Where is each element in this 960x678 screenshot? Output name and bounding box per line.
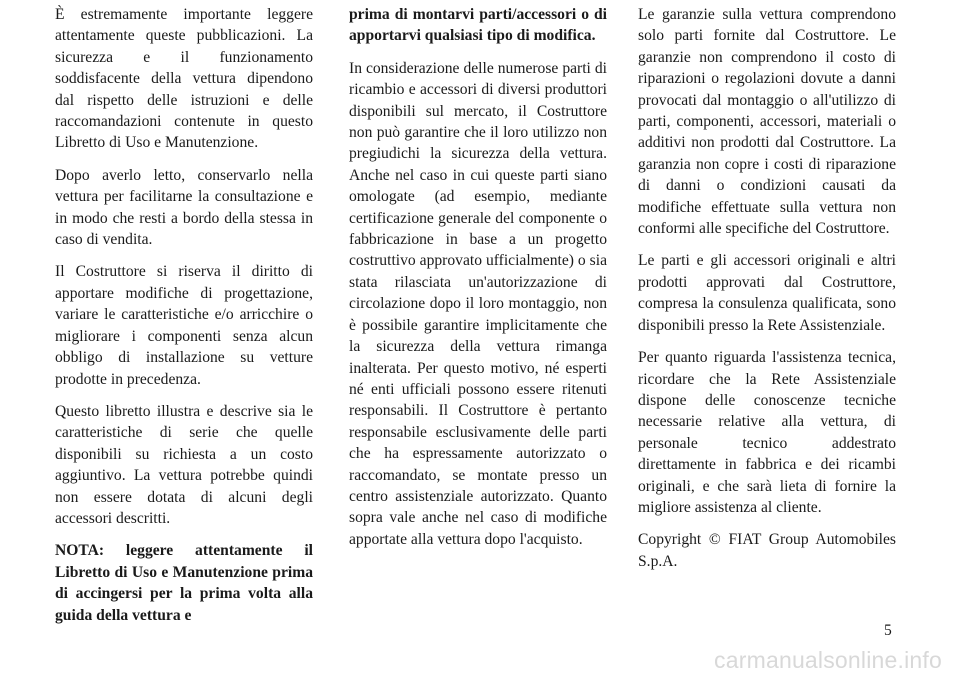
- watermark: carmanualsonline.info: [714, 647, 942, 673]
- paragraph-technical-assistance: Per quanto riguarda l'assistenza tecnica, ricordare che la Rete Assistenziale dispone delle conoscenze tecniche necessarie relative alla vettura, di personale tecnico addestrato direttamente in fabbrica e dei ricambi originali, e che sarà lieta di fornire la migliore assistenza al cliente.: [638, 349, 896, 516]
- copyright-notice: Copyright © FIAT Group Automobiles S.p.A.: [638, 531, 896, 570]
- page-number: 5: [884, 622, 892, 639]
- paragraph-importance: È estremamente importante leggere attentamente queste pubblicazioni. La sicurezza e il funzionamento soddisfacente della vettura dipendono dal rispetto delle istruzioni e delle raccomandazioni contenute in questo Libretto di Uso e Manutenzione.: [55, 6, 313, 152]
- paragraph-original-parts: Le parti e gli accessori originali e altri prodotti approvati dal Costruttore, compresa la consulenza qualificata, sono disponibili presso la Rete Assistenziale.: [638, 252, 896, 334]
- note-read-manual-continued: prima di montarvi parti/accessori o di apportarvi qualsiasi tipo di modifica.: [349, 6, 607, 45]
- paragraph-keep-in-vehicle: Dopo averlo letto, conservarlo nella vettura per facilitarne la consultazione e in modo che resti a bordo della stessa in caso di vendita.: [55, 166, 313, 249]
- text-column-2: [349, 4, 607, 561]
- paragraph-spare-parts: In considerazione delle numerose parti di ricambio e accessori di diversi produttori disponibili sul mercato, il Costruttore non può garantire che il loro utilizzo non pregiudichi la sicurezza della vettura. Anche nel caso in cui queste parti siano omologate (ad esempio, mediante certificazione generale del componente o fabbricazione in base a un progetto costruttivo approvato ufficialmente) o sia stata rilasciata un'autorizzazione di circolazione dopo il loro montaggio, non è possibile garantire implicitamente che la sicurezza della vettura rimanga inalterata. Per questo motivo, né esperti né enti ufficiali possono essere ritenuti responsabili. Il Costruttore è pertanto responsabile esclusivamente delle parti che ha espressamente autorizzato o raccomandato, se montate presso un centro assistenziale autorizzato. Quanto sopra vale anche nel caso di modifiche apportate alla vettura dopo l'acquisto.: [349, 59, 607, 548]
- paragraph-manufacturer-rights: Il Costruttore si riserva il diritto di apportare modifiche di progettazione, variare le caratteristiche e/o arricchire o migliorare i componenti senza alcun obbligo di installazione su vetture prodotte in precedenza.: [55, 263, 313, 388]
- paragraph-warranty: Le garanzie sulla vettura comprendono solo parti fornite dal Costruttore. Le garanzie non comprendono il costo di riparazioni o regolazioni dovute a danni provocati dal montaggio o all'utilizzo di parti, componenti, accessori, materiali o additivi non prodotti dal Costruttore. La garanzia non copre i costi di riparazione di danni o condizioni causati da modifiche effettuate sulla vettura non conformi alle specifiche del Costruttore.: [638, 6, 896, 238]
- text-column-1: [55, 4, 313, 637]
- paragraph-standard-optional: Questo libretto illustra e descrive sia le caratteristiche di serie che quelle disponibili su richiesta a un costo aggiuntivo. La vettura potrebbe quindi non essere dotata di alcuni degli accessori descritti.: [55, 402, 313, 527]
- note-read-manual: NOTA: leggere attentamente il Libretto di Uso e Manutenzione prima di accingersi per la prima volta alla guida della vettura e: [55, 542, 313, 624]
- text-column-3: [638, 4, 896, 583]
